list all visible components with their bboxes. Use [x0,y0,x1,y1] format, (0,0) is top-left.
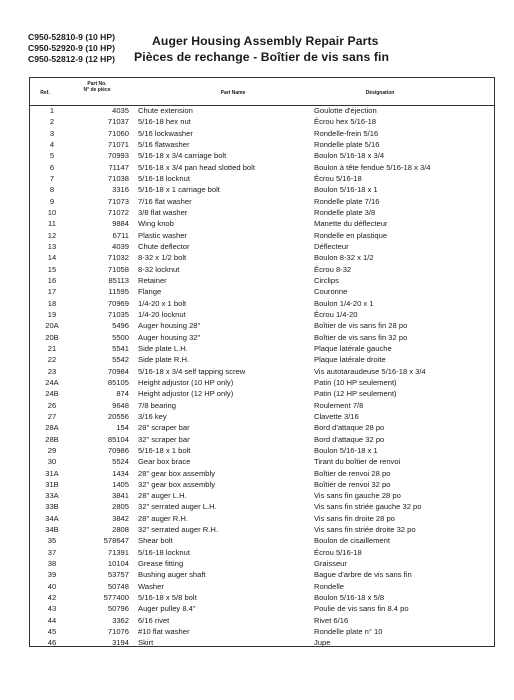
description-cell: Rondelle [314,581,344,591]
ref-cell: 12 [47,230,57,240]
ref-cell: 4 [49,139,55,149]
part-name-cell: Side plate R.H. [138,355,190,365]
part-number-cell: 6711 [112,230,129,240]
part-number-cell: 70969 [107,298,129,308]
description-cell: Vis sans fin gauche 28 po [314,491,401,501]
ref-cell: 24A [45,377,59,387]
part-name-cell: 28" auger L.H. [138,491,187,501]
part-number-cell: 9884 [112,219,129,229]
table-row [29,343,493,354]
ref-cell: 46 [47,638,57,648]
description-cell: Boulon 8-32 x 1/2 [314,253,374,263]
description-cell: Bague d'arbre de vis sans fin [314,570,412,580]
table-body [29,105,493,649]
part-number-cell: 70984 [107,366,129,376]
table-row [29,626,493,637]
part-name-cell: Grease fitting [138,559,184,569]
description-cell: Roulement 7/8 [314,400,364,410]
ref-cell: 31B [45,479,59,489]
ref-cell: 16 [47,275,57,285]
part-name-cell: Shear bolt [138,536,173,546]
table-row [29,400,493,411]
part-number-cell: 3316 [112,185,129,195]
part-number-cell: 50796 [107,604,129,614]
part-number-cell: 71037 [107,117,129,127]
ref-cell: 33A [45,491,59,501]
part-number-cell: 70993 [107,151,129,161]
description-cell: Goulotte d'éjection [314,106,377,115]
part-name-cell: 3/8 flat washer [138,207,188,217]
description-cell: Bord d'attaque 28 po [314,423,385,433]
part-name-cell: 5/16 flatwasher [138,139,190,149]
description-cell: Clavette 3/16 [314,411,359,421]
description-cell: Boulon 1/4-20 x 1 [314,298,374,308]
part-name-cell: Skirt [138,638,154,648]
part-number-cell: 71072 [107,207,129,217]
part-number-cell: 71060 [107,128,129,138]
part-number-cell: 3841 [112,491,129,501]
table-row [29,592,493,603]
header-description: Désignation [365,90,395,96]
table-row [29,105,493,116]
table-row [29,603,493,614]
part-number-cell: 11595 [108,287,129,297]
ref-cell: 40 [47,581,57,591]
part-number-cell: 1405 [112,479,129,489]
part-name-cell: 5/16-18 locknut [138,173,190,183]
part-name-cell: 8-32 locknut [138,264,180,274]
part-number-cell: 50748 [107,581,129,591]
part-number-cell: 71071 [107,139,129,149]
ref-cell: 14 [47,253,57,263]
part-name-cell: 7/16 flat washer [138,196,192,206]
part-name-cell: 32" serrated auger R.H. [138,525,218,535]
part-number-cell: 71058 [107,264,129,274]
part-number-cell: 85104 [107,434,129,444]
description-cell: Vis sans fin droite 28 po [314,513,395,523]
ref-cell: 23 [47,366,57,376]
table-row [29,298,493,309]
ref-cell: 42 [47,593,57,603]
ref-cell: 18 [47,298,57,308]
part-name-cell: 32" scraper bar [138,434,190,444]
part-number-cell: 71391 [107,547,129,557]
description-cell: Vis sans fin striée droite 32 po [314,525,416,535]
part-name-cell: 5/16-18 x 1 carriage bolt [138,185,220,195]
part-name-cell: 5/16-18 x 5/8 bolt [138,593,197,603]
ref-cell: 43 [47,604,57,614]
table-row [29,411,493,422]
part-name-cell: Flange [138,287,162,297]
part-number-cell: 1434 [112,468,129,478]
description-cell: Boulon de cisaillement [314,536,390,546]
part-number-cell: 71076 [107,627,129,637]
table-row [29,264,493,275]
part-name-cell: Washer [138,581,164,591]
description-cell: Boîtier de renvoi 28 po [314,468,391,478]
part-name-cell: Bushing auger shaft [138,570,206,580]
ref-cell: 17 [47,287,57,297]
model-numbers [28,32,115,65]
table-row [29,162,493,173]
table-row [29,490,493,501]
ref-cell: 20A [45,321,59,331]
description-cell: Rondelle plate 3/8 [314,207,376,217]
part-name-cell: 6/16 rivet [138,615,170,625]
ref-cell: 24B [45,389,59,399]
description-cell: Graisseur [314,559,347,569]
table-row [29,535,493,546]
header-part-no-en: Part No. [87,81,107,87]
part-name-cell: Retainer [138,275,167,285]
part-name-cell: Gear box brace [138,457,191,467]
part-number-cell: 71035 [107,309,129,319]
part-name-cell: Height adjustor (10 HP only) [138,377,234,387]
description-cell: Rondelle en plastique [314,230,388,240]
title-french: Pièces de rechange - Boîtier de vis sans fin [134,50,390,64]
part-number-cell: 578647 [103,536,129,546]
ref-cell: 28B [45,434,59,444]
table-row [29,479,493,490]
page-title [134,34,390,65]
part-name-cell: 5/16-18 locknut [138,547,190,557]
ref-cell: 34B [45,525,59,535]
part-number-cell: 71038 [107,173,129,183]
ref-cell: 13 [47,241,57,251]
table-row [29,196,493,207]
part-name-cell: 7/8 bearing [138,400,176,410]
part-name-cell: Auger pulley 8.4" [138,604,196,614]
table-row [29,388,493,399]
table-row [29,230,493,241]
part-number-cell: 4039 [112,241,129,251]
part-name-cell: 32" serrated auger L.H. [138,502,217,512]
table-row [29,207,493,218]
table-row [29,128,493,139]
description-cell: Écrou 5/16-18 [314,173,362,183]
ref-cell: 30 [47,457,57,467]
part-name-cell: 5/16 lockwasher [138,128,193,138]
description-cell: Plaque latérale gauche [314,343,392,353]
table-row [29,637,493,648]
ref-cell: 1 [49,106,55,115]
description-cell: Rondelle plate n° 10 [314,627,383,637]
table-row [29,501,493,512]
ref-cell: 19 [47,309,57,319]
ref-cell: 28A [45,423,59,433]
ref-cell: 2 [49,117,55,127]
table-row [29,377,493,388]
part-name-cell: 28" scraper bar [138,423,190,433]
description-cell: Boîtier de renvoi 32 po [314,479,391,489]
part-name-cell: #10 flat washer [138,627,190,637]
ref-cell: 31A [45,468,59,478]
part-number-cell: 3842 [112,513,129,523]
header-part-name: Part Name [220,90,246,96]
ref-cell: 35 [47,536,57,546]
table-row [29,615,493,626]
part-number-cell: 5542 [112,355,129,365]
part-name-cell: Auger housing 28" [138,321,201,331]
part-number-cell: 9648 [112,400,129,410]
description-cell: Vis sans fin striée gauche 32 po [314,502,422,512]
description-cell: Tirant du boîtier de renvoi [314,457,401,467]
ref-cell: 37 [47,547,57,557]
table-row [29,184,493,195]
ref-cell: 8 [49,185,55,195]
table-row [29,513,493,524]
table-row [29,581,493,592]
part-name-cell: 5/16-18 hex nut [138,117,191,127]
description-cell: Rondelle plate 5/16 [314,139,380,149]
part-number-cell: 3362 [112,615,129,625]
table-row [29,445,493,456]
part-name-cell: Plastic washer [138,230,187,240]
ref-cell: 27 [47,411,57,421]
table-row [29,422,493,433]
ref-cell: 11 [48,219,56,229]
description-cell: Écrou hex 5/16-18 [314,117,377,127]
part-name-cell: Chute extension [138,106,193,115]
table-row [29,116,493,127]
part-number-cell: 874 [116,389,129,399]
part-number-cell: 71147 [108,162,129,172]
part-number-cell: 5524 [112,457,129,467]
part-number-cell: 5496 [112,321,129,331]
table-row [29,332,493,343]
part-name-cell: 5/16-18 x 3/4 carriage bolt [138,151,227,161]
description-cell: Boulon à tête fendue 5/16-18 x 3/4 [314,162,431,172]
header-ref: Ref. [40,90,50,96]
ref-cell: 38 [47,559,57,569]
part-name-cell: Wing knob [138,219,174,229]
part-name-cell: Side plate L.H. [138,343,188,353]
table-row [29,286,493,297]
table-row [29,241,493,252]
table-row [29,547,493,558]
table-row [29,173,493,184]
description-cell: Couronne [314,287,348,297]
description-cell: Boulon 5/16-18 x 3/4 [314,151,385,161]
table-row [29,468,493,479]
part-name-cell: 28" auger R.H. [138,513,188,523]
description-cell: Poulie de vis sans fin 8.4 po [314,604,409,614]
description-cell: Jupe [314,638,331,648]
part-number-cell: 71032 [107,253,129,263]
ref-cell: 39 [47,570,57,580]
description-cell: Vis autotaraudeuse 5/16-18 x 3/4 [314,366,426,376]
table-row [29,252,493,263]
table-row [29,558,493,569]
part-name-cell: 28" gear box assembly [138,468,215,478]
ref-cell: 45 [47,627,57,637]
ref-cell: 15 [47,264,57,274]
model-number: C950-52810-9 (10 HP) [28,32,115,42]
ref-cell: 10 [47,207,57,217]
part-name-cell: 5/16-18 x 3/4 self tapping screw [138,366,246,376]
table-row [29,524,493,535]
ref-cell: 34A [45,513,59,523]
description-cell: Boulon 5/16-18 x 1 [314,445,378,455]
description-cell: Boîtier de vis sans fin 28 po [314,321,408,331]
part-name-cell: 5/16-18 x 3/4 pan head slotted bolt [138,162,255,172]
table-row [29,150,493,161]
part-name-cell: 5/16-18 x 1 bolt [138,445,191,455]
ref-cell: 22 [47,355,57,365]
table-row [29,320,493,331]
table-row [29,275,493,286]
part-name-cell: 3/16 key [138,411,167,421]
part-name-cell: 1/4-20 x 1 bolt [138,298,187,308]
table-row [29,456,493,467]
ref-cell: 29 [47,445,57,455]
part-name-cell: 8-32 x 1/2 bolt [138,253,187,263]
description-cell: Plaque latérale droite [314,355,386,365]
description-cell: Écrou 1/4-20 [314,309,358,319]
description-cell: Rivet 6/16 [314,615,349,625]
ref-cell: 9 [49,196,55,206]
part-name-cell: Auger housing 32" [138,332,201,342]
ref-cell: 44 [47,615,57,625]
table-row [29,354,493,365]
description-cell: Déflecteur [314,241,349,251]
description-cell: Patin (10 HP seulement) [314,377,397,387]
part-number-cell: 154 [116,423,129,433]
ref-cell: 6 [49,162,55,172]
part-number-cell: 5541 [112,343,129,353]
part-number-cell: 3194 [112,638,129,648]
part-number-cell: 53757 [107,570,129,580]
part-number-cell: 10104 [107,559,129,569]
description-cell: Rondelle-frein 5/16 [314,128,379,138]
part-number-cell: 2808 [112,525,129,535]
part-name-cell: Height adjustor (12 HP only) [138,389,234,399]
ref-cell: 26 [47,400,57,410]
ref-cell: 3 [49,128,55,138]
description-cell: Boîtier de vis sans fin 32 po [314,332,408,342]
part-number-cell: 85105 [107,377,129,387]
table-row [29,309,493,320]
table-row [29,434,493,445]
description-cell: Rondelle plate 7/16 [314,196,380,206]
description-cell: Patin (12 HP seulement) [314,389,397,399]
table-row [29,218,493,229]
part-number-cell: 71073 [107,196,129,206]
ref-cell: 7 [49,173,55,183]
table-row [29,366,493,377]
description-cell: Circlips [314,275,339,285]
ref-cell: 20B [45,332,59,342]
description-cell: Boulon 5/16-18 x 5/8 [314,593,385,603]
description-cell: Bord d'attaque 32 po [314,434,385,444]
ref-cell: 33B [45,502,59,512]
part-name-cell: 1/4-20 locknut [138,309,186,319]
header-part-no-fr: N° de pièce [83,87,111,93]
part-number-cell: 4035 [112,106,129,115]
part-name-cell: Chute deflector [138,241,190,251]
table-row [29,139,493,150]
description-cell: Manette du déflecteur [314,219,388,229]
part-name-cell: 32" gear box assembly [138,479,215,489]
ref-cell: 21 [47,343,57,353]
table-row [29,569,493,580]
part-number-cell: 20556 [107,411,129,421]
part-number-cell: 5500 [112,332,129,342]
title-english: Auger Housing Assembly Repair Parts [152,34,379,48]
part-number-cell: 70986 [107,445,129,455]
ref-cell: 5 [49,151,55,161]
description-cell: Boulon 5/16-18 x 1 [314,185,378,195]
part-number-cell: 85113 [108,275,129,285]
model-number: C950-52812-9 (12 HP) [28,54,115,64]
part-number-cell: 577400 [103,593,129,603]
header-part-no [80,81,114,93]
description-cell: Écrou 5/16-18 [314,547,362,557]
model-number: C950-52920-9 (10 HP) [28,43,115,53]
description-cell: Écrou 8-32 [314,264,352,274]
part-number-cell: 2805 [112,502,129,512]
